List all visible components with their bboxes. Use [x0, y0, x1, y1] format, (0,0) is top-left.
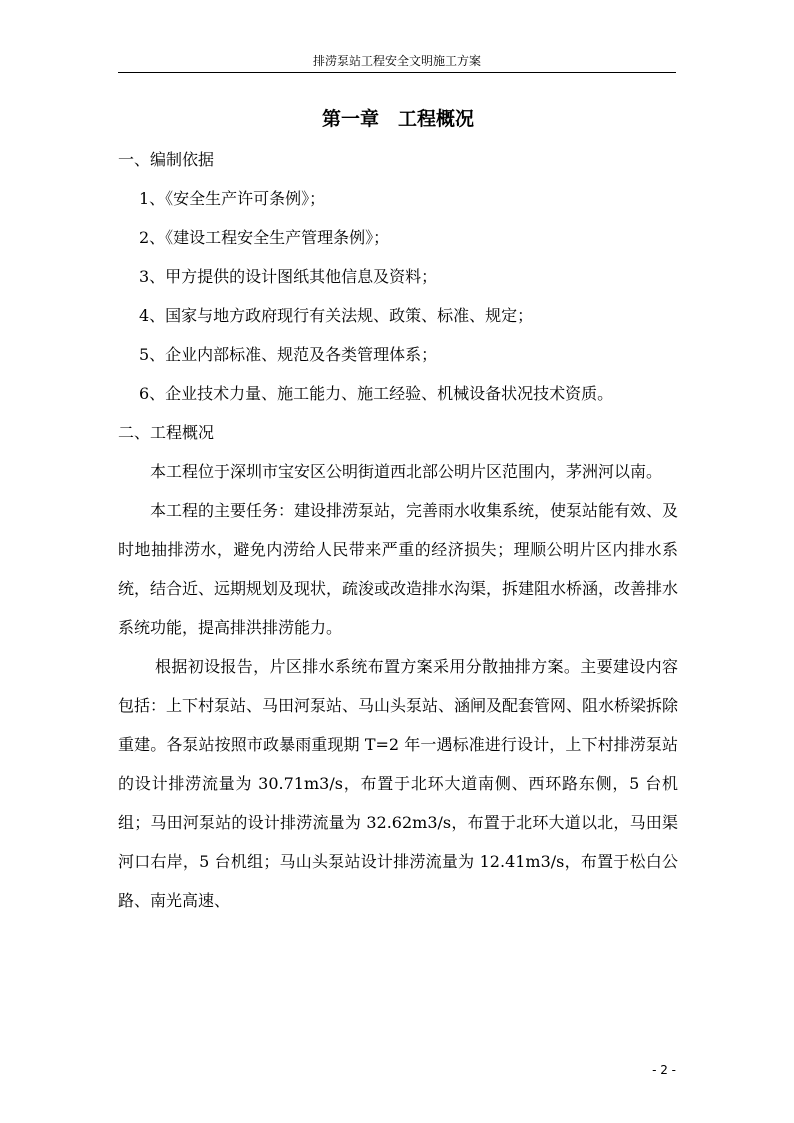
- basis-item-1: 1、《安全生产许可条例》；: [139, 189, 326, 208]
- overview-paragraph-scheme: 根据初设报告，片区排水系统布置方案采用分散抽排方案。主要建设内容包括：上下村泵站、马田河泵站、马山头泵站、涵闸及配套管网、阻水桥梁拆除重建。各泵站按照市政暴雨重现期 T=2 年一遇标准进行设计，上下村排涝泵站的设计排涝流量为 30.71m3/s，布置于北环大道南侧、西环路东侧，5 台机组；马田河泵站的设计排涝流量为 32.62m3/s，布置于北环大道以北，马田渠河口右岸，5 台机组；马山头泵站设计排涝流量为 12.41m3/s，布置于松白公路、南光高速、: [118, 657, 679, 910]
- page-header: [118, 52, 676, 73]
- basis-item-6: 6、企业技术力量、施工能力、施工经验、机械设备状况技术资质。: [139, 384, 614, 403]
- section-heading-overview: 二、工程概况: [118, 423, 215, 442]
- section-heading-basis: 一、编制依据: [118, 150, 215, 169]
- header-title: 排涝泵站工程安全文明施工方案: [312, 54, 481, 68]
- overview-paragraph-location: 本工程位于深圳市宝安区公明街道西北部公明片区范围内，茅洲河以南。: [150, 462, 663, 481]
- basis-item-4: 4、国家与地方政府现行有关法规、政策、标准、规定；: [139, 306, 534, 325]
- basis-item-3: 3、甲方提供的设计图纸其他信息及资料；: [139, 267, 438, 286]
- chapter-title: 第一章 工程概况: [321, 108, 474, 130]
- basis-item-5: 5、企业内部标准、规范及各类管理体系；: [139, 345, 438, 364]
- overview-paragraph-tasks: 本工程的主要任务：建设排涝泵站，完善雨水收集系统，使泵站能有效、及时地抽排涝水，避免内涝给人民带来严重的经济损失；理顺公明片区内排水系统，结合近、远期规划及现状，疏浚或改造排水沟渠，拆建阻水桥涵，改善排水系统功能，提高排洪排涝能力。: [118, 501, 679, 637]
- basis-item-2: 2、《建设工程安全生产管理条例》；: [139, 228, 390, 247]
- document-body: [118, 98, 678, 920]
- page-number: - 2 -: [652, 1063, 676, 1077]
